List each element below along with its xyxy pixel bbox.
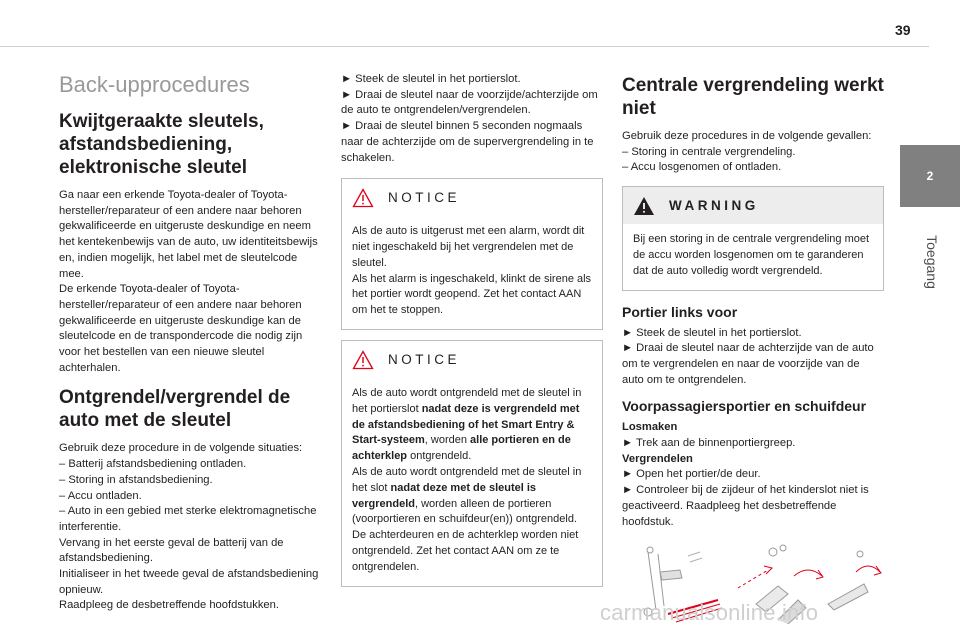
notice-text: Als het alarm is ingeschakeld, klinkt de sirene als het portier wordt geopend. Zet het contact AAN om het te stoppen.: [352, 272, 592, 317]
step: ► Draai de sleutel binnen 5 seconden nogmaals naar de achterzijde om de supervergrendeling in te schakelen.: [341, 120, 594, 164]
paragraph: Gebruik deze procedures in de volgende gevallen:: [622, 130, 872, 142]
warning-triangle-icon: [633, 196, 655, 216]
column-left: [59, 72, 321, 614]
label-vergrendelen: Vergrendelen: [622, 452, 693, 465]
chapter-tab-label: Toegang: [924, 235, 940, 289]
heading-lost-keys: Kwijtgeraakte sleutels, afstandsbediening, elektronische sleutel: [59, 111, 264, 178]
heading-unlock-with-key: Ontgrendel/vergrendel de auto met de sleutel: [59, 387, 291, 432]
header-rule: [0, 46, 929, 47]
notice-text: Als de auto wordt ontgrendeld met de sleutel in het portierslot nadat deze is vergrendeld met de afstandsbediening of het Smart Entry & Start-systeem, worden alle portieren en de achterklep ontgrendeld.: [352, 387, 582, 463]
list-item: – Storing in centrale vergrendeling.: [622, 145, 796, 158]
paragraph: Raadpleeg de desbetreffende hoofdstukken.: [59, 599, 279, 612]
paragraph: Gebruik deze procedure in de volgende situaties:: [59, 442, 303, 455]
step: ► Draai de sleutel naar de voorzijde/achterzijde om de auto te ontgrendelen/vergrendelen.: [341, 88, 598, 117]
step: ► Steek de sleutel in het portierslot.: [341, 73, 521, 85]
list-item: – Accu losgenomen of ontladen.: [622, 161, 782, 174]
warning-triangle-icon: [352, 188, 374, 208]
warning-box: [622, 186, 884, 290]
paragraph: De erkende Toyota-dealer of Toyota-hersteller/reparateur of een andere naar behoren gekwalificeerde en uitgeruste deskundige kan de sleutelcode en de transpondercode die nodig zijn voor het bestellen van een nieuwe sleutel achterhalen.: [59, 283, 303, 374]
subheading-passenger-door: Voorpassagiersportier en schuifdeur: [622, 398, 867, 415]
notice-label: NOTICE: [388, 352, 461, 367]
notice-box: [341, 178, 603, 330]
page-number: 39: [895, 22, 911, 38]
step: ► Open het portier/de deur.: [622, 468, 761, 481]
list-item: – Accu ontladen.: [59, 489, 142, 502]
list-item: – Batterij afstandsbediening ontladen.: [59, 458, 247, 471]
notice-text: De achterdeuren en de achterklep worden niet ontgrendeld. Zet het contact AAN om ze te ontgrendelen.: [352, 529, 579, 573]
warning-label: WARNING: [669, 198, 759, 214]
subheading-driver-door: Portier links voor: [622, 303, 738, 320]
warning-text: Bij een storing in de centrale vergrendeling moet de accu worden losgenomen om te garanderen dat de auto volledig wordt vergrendeld.: [633, 233, 870, 277]
notice-header: [342, 179, 602, 216]
notice-label: NOTICE: [388, 190, 461, 206]
notice-header: [342, 341, 602, 378]
notice-text: Als de auto wordt ontgrendeld met de sleutel in het slot nadat deze met de sleutel is vergrendeld, worden alleen de portieren (voorportieren en schuifdeur(en)) ontgrendeld.: [352, 465, 582, 526]
list-item: – Auto in een gebied met sterke elektromagnetische interferentie.: [59, 505, 317, 533]
notice-text: Als de auto is uitgerust met een alarm, wordt dit niet ingeschakeld bij het vergrendelen met de sleutel.: [352, 225, 585, 269]
step: ► Steek de sleutel in het portierslot.: [622, 326, 802, 339]
watermark: carmanualsonline.info: [600, 600, 819, 625]
label-losmaken: Losmaken: [622, 421, 678, 434]
list-item: – Storing in afstandsbediening.: [59, 473, 213, 486]
step: ► Trek aan de binnenportiergreep.: [622, 437, 796, 450]
paragraph: Initialiseer in het tweede geval de afstandsbediening opnieuw.: [59, 568, 319, 596]
warning-header: [623, 187, 883, 224]
step: ► Draai de sleutel naar de achterzijde van de auto om te vergrendelen en naar de voorzijde van de auto om te ontgrendelen.: [622, 342, 874, 386]
warning-triangle-icon: [352, 350, 374, 370]
paragraph: Ga naar een erkende Toyota-dealer of Toyota-hersteller/reparateur of een andere naar behoren gekwalificeerde en uitgeruste deskundige en neem het kentekenbewijs van de auto, uw identiteitsbewijs en, indien mogelijk, het label met de sleutelcode mee.: [59, 189, 318, 280]
chapter-tab[interactable]: 2: [900, 145, 960, 207]
step: ► Controleer bij de zijdeur of het kinderslot niet is geactiveerd. Raadpleeg het desbetreffende hoofdstuk.: [622, 484, 869, 528]
chapter-tab-label-box: [899, 212, 960, 302]
paragraph: Vervang in het eerste geval de batterij van de afstandsbediening.: [59, 536, 284, 565]
heading-central-locking: Centrale vergrendeling werkt niet: [622, 75, 884, 119]
column-right: [622, 72, 884, 624]
section-title: Back-upprocedures: [59, 72, 250, 97]
notice-box: [341, 340, 603, 587]
column-middle: [341, 72, 603, 595]
